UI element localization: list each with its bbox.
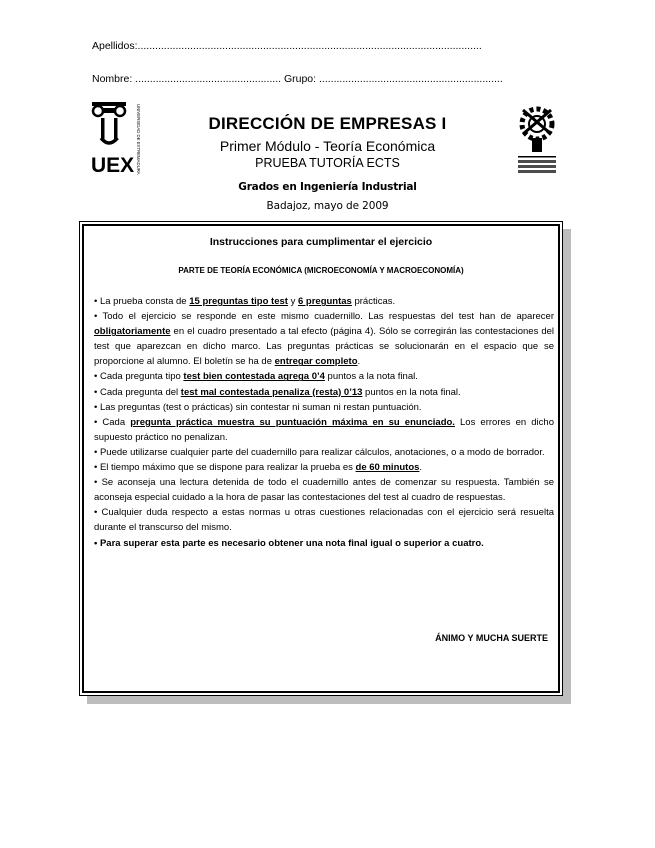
instructions-box <box>79 221 563 696</box>
rule-emphasis: test mal contestada penaliza (resta) 0’13 <box>180 386 363 398</box>
rule-text: • Cada <box>94 416 131 428</box>
rule-item: • Se aconseja una lectura detenida de todo el cuadernillo antes de comenzar su respuesta. También se aconseja especial cuidado a la hora de pasar las contestaciones del test al cuadro de respuestas. <box>94 477 554 504</box>
page-title: DIRECCIÓN DE EMPRESAS I <box>208 114 447 133</box>
rule-text: • El tiempo máximo que se dispone para realizar la prueba es <box>94 462 356 474</box>
rule-item <box>94 309 554 369</box>
rule-text: puntos a la nota final. <box>324 371 418 383</box>
rule-emphasis: de 60 minutos <box>355 462 420 474</box>
rule-text: • Cada pregunta tipo <box>94 371 184 383</box>
rule-item: • Las preguntas (test o prácticas) sin contestar ni suman ni restan puntuación. <box>94 401 422 413</box>
uex-logo-vertical-text: UNIVERSIDAD DE EXTREMADURA <box>136 104 141 175</box>
place-date: Badajoz, mayo de 2009 <box>266 200 389 212</box>
instructions-title: Instrucciones para cumplimentar el ejercicio <box>209 236 433 248</box>
rule-text: • Todo el ejercicio se responde en este mismo cuadernillo. Las respuestas del test han de aparecer <box>94 311 554 323</box>
rule-text: y <box>287 296 298 307</box>
instructions-section-heading: PARTE DE TEORÍA ECONÓMICA (MICROECONOMÍA Y MACROECONOMÍA) <box>178 266 464 275</box>
group-field: Grupo: ............................................................... <box>283 73 503 85</box>
exam-name: PRUEBA TUTORÍA ECTS <box>255 156 400 170</box>
farewell-text: ÁNIMO Y MUCHA SUERTE <box>435 633 548 643</box>
name-group-field <box>92 73 503 85</box>
rule-emphasis: 6 preguntas <box>297 296 352 307</box>
uex-logo-text: UEX <box>91 154 135 175</box>
rule-item <box>94 385 554 400</box>
name-field: Nombre: .................................................. <box>92 73 282 85</box>
degree-name: Grados en Ingeniería Industrial <box>238 181 417 193</box>
rule-item <box>94 460 554 475</box>
rule-text: • Cada pregunta del <box>94 386 181 398</box>
module-subtitle: Primer Módulo - Teoría Económica <box>219 138 436 154</box>
rules-list <box>94 294 554 551</box>
rule-emphasis: test bien contestada agrega 0’4 <box>183 371 325 383</box>
rule-emphasis: obligatoriamente <box>94 326 171 338</box>
rule-item <box>94 369 554 384</box>
rule-text: . <box>419 462 423 474</box>
rule-item <box>94 294 554 309</box>
rule-item: • Cualquier duda respecto a estas normas u otras cuestiones relacionadas con el ejercicio será resuelta durante el transcurso del mismo. <box>94 507 554 534</box>
rule-text: • La prueba consta de <box>94 296 190 307</box>
rule-text: en el cuadro presentado a tal efecto (página 4). Sólo se corregirán las contestaciones del test que aparezcan en dicho marco. Las preguntas prácticas se solucionarán en el espacio que se proporcione al alumno. El boletín se ha de <box>94 326 554 368</box>
instructions-box-inner <box>82 224 560 693</box>
rule-text: prácticas. <box>351 296 396 307</box>
rule-emphasis: pregunta práctica muestra su puntuación máxima en su enunciado. <box>130 416 455 428</box>
rule-item <box>94 415 554 445</box>
rule-emphasis: entregar completo <box>274 356 358 368</box>
rule-text: . <box>357 356 361 368</box>
rule-emphasis: 15 preguntas tipo test <box>189 296 288 307</box>
surname-field: Apellidos:...................................................................................................................... <box>92 40 482 52</box>
rule-text: puntos en la nota final. <box>362 386 461 398</box>
rule-text: Los errores en dicho supuesto práctico no penalizan. <box>94 416 554 443</box>
rule-item: • Para superar esta parte es necesario obtener una nota final igual o superior a cuatro. <box>94 537 484 549</box>
rule-item: • Puede utilizarse cualquier parte del cuadernillo para realizar cálculos, anotaciones, o a modo de borrador. <box>94 446 545 458</box>
